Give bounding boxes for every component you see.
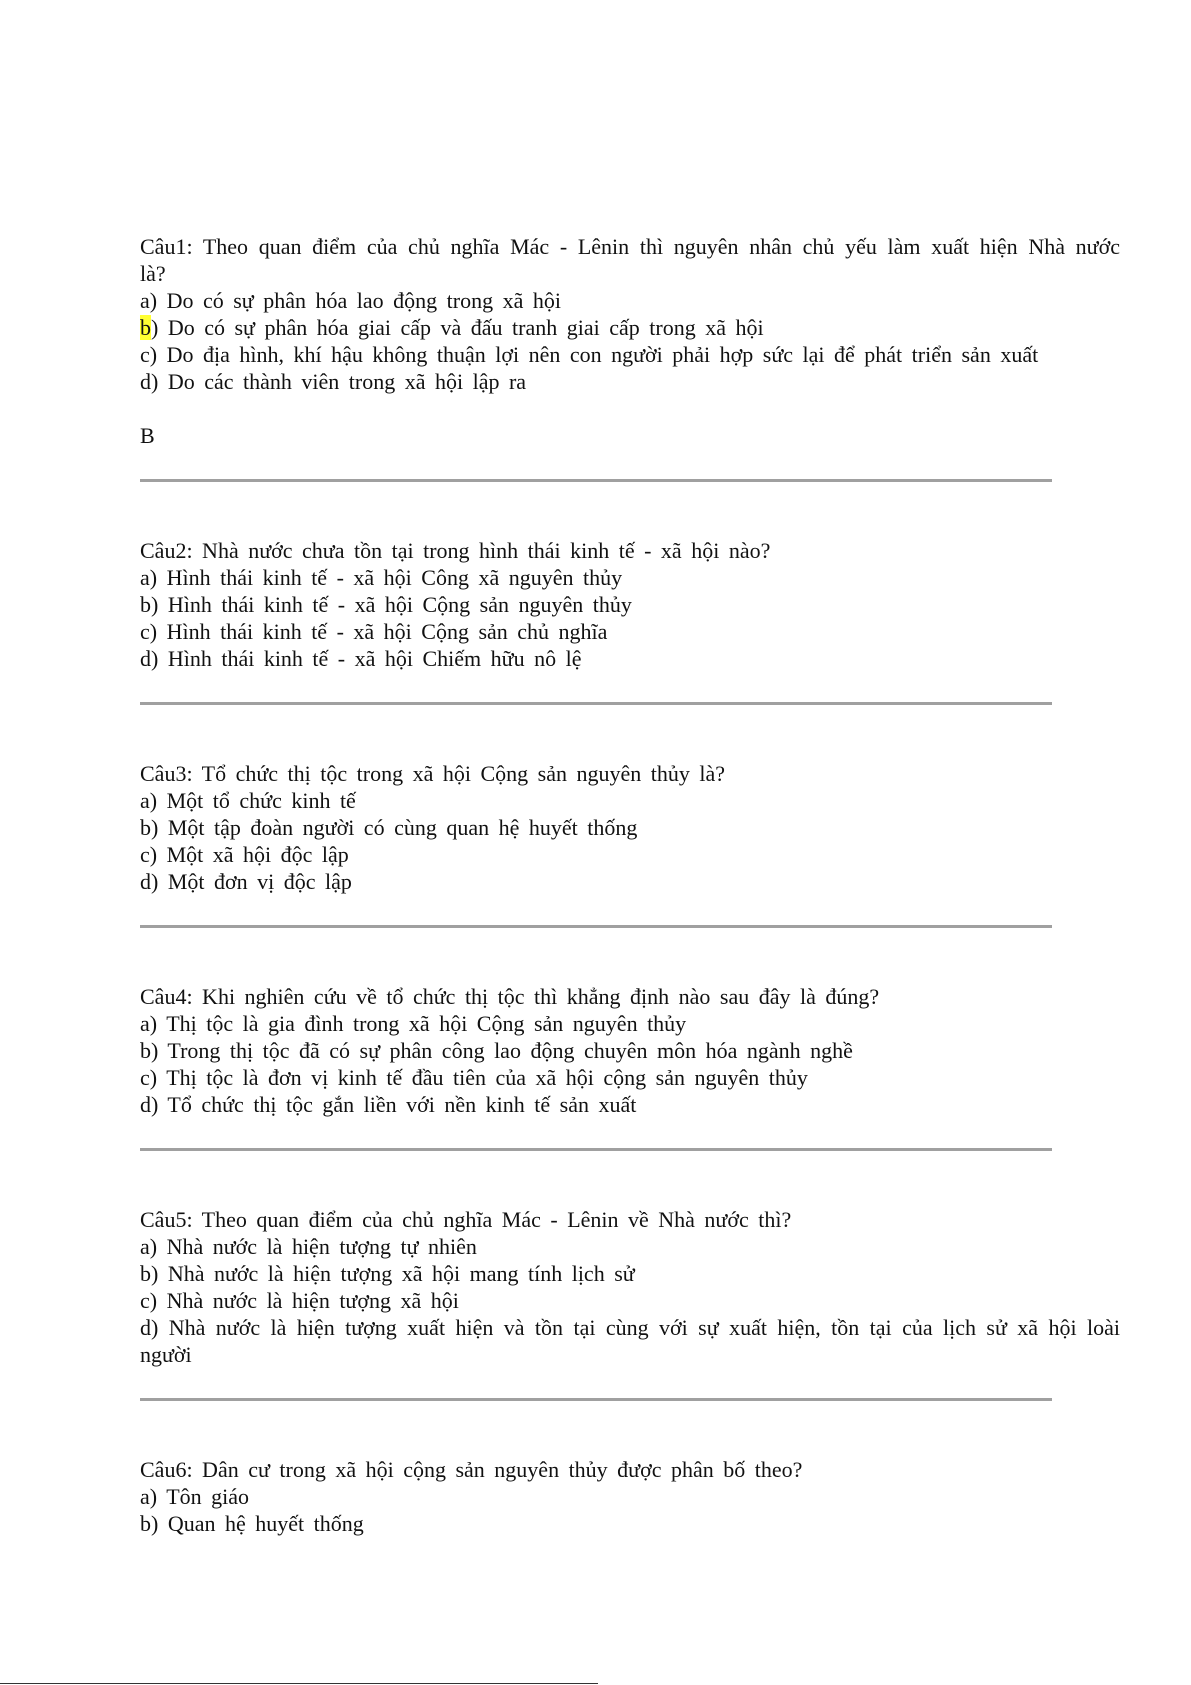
option-text: ) Thị tộc là gia đình trong xã hội Cộng sản nguyên thủy (149, 1011, 687, 1036)
question-text: Câu2: Nhà nước chưa tồn tại trong hình thái kinh tế - xã hội nào? (140, 538, 771, 563)
option-text: ) Nhà nước là hiện tượng xã hội mang tính lịch sử (151, 1261, 635, 1286)
option-text: ) Một xã hội độc lập (149, 842, 349, 867)
divider (140, 1148, 1052, 1151)
option-d (140, 368, 1120, 395)
option-b (140, 1510, 1120, 1537)
option-c (140, 341, 1120, 368)
option-a (140, 1483, 1120, 1510)
option-c (140, 1287, 1120, 1314)
footer-rule (0, 1683, 598, 1684)
divider (140, 925, 1052, 928)
option-letter: c (140, 619, 150, 644)
option-text: ) Do địa hình, khí hậu không thuận lợi nên con người phải hợp sức lại để phát triển sản xuất (149, 342, 1039, 367)
option-text: ) Trong thị tộc đã có sự phân công lao động chuyên môn hóa ngành nghề (151, 1038, 853, 1063)
option-letter: a (140, 1234, 150, 1259)
option-letter: d (140, 1092, 151, 1117)
question-list (140, 233, 1120, 1537)
option-letter: c (140, 342, 150, 367)
option-a (140, 287, 1120, 314)
option-c (140, 1064, 1120, 1091)
question-5 (140, 1206, 1120, 1368)
question-1 (140, 233, 1120, 449)
option-text: ) Do có sự phân hóa lao động trong xã hội (149, 288, 561, 313)
option-letter-highlighted: b (140, 315, 151, 340)
option-text: ) Nhà nước là hiện tượng tự nhiên (149, 1234, 477, 1259)
option-letter: c (140, 842, 150, 867)
option-letter: b (140, 1261, 151, 1286)
option-d (140, 1314, 1120, 1368)
option-text: ) Hình thái kinh tế - xã hội Chiếm hữu nô lệ (151, 646, 582, 671)
option-text: ) Nhà nước là hiện tượng xã hội (149, 1288, 459, 1313)
option-text: ) Nhà nước là hiện tượng xuất hiện và tồn tại cùng với sự xuất hiện, tồn tại của lịch sử xã hội loài người (140, 1315, 1120, 1367)
option-a (140, 1233, 1120, 1260)
option-text: ) Hình thái kinh tế - xã hội Công xã nguyên thủy (149, 565, 623, 590)
option-letter: d (140, 369, 151, 394)
option-d (140, 868, 1120, 895)
option-text: ) Một tổ chức kinh tế (149, 788, 356, 813)
option-b (140, 1260, 1120, 1287)
option-b (140, 1037, 1120, 1064)
option-a (140, 564, 1120, 591)
question-3 (140, 760, 1120, 895)
answer-key: B (140, 423, 155, 448)
question-text: Câu4: Khi nghiên cứu về tổ chức thị tộc thì khẳng định nào sau đây là đúng? (140, 984, 880, 1009)
option-text: ) Do có sự phân hóa giai cấp và đấu tranh giai cấp trong xã hội (151, 315, 764, 340)
option-letter: d (140, 1315, 151, 1340)
option-d (140, 645, 1120, 672)
option-letter: b (140, 1038, 151, 1063)
option-letter: a (140, 1484, 150, 1509)
question-text: Câu5: Theo quan điểm của chủ nghĩa Mác - Lênin về Nhà nước thì? (140, 1207, 792, 1232)
option-text: ) Hình thái kinh tế - xã hội Cộng sản chủ nghĩa (149, 619, 608, 644)
option-letter: a (140, 788, 150, 813)
question-2 (140, 537, 1120, 672)
option-d (140, 1091, 1120, 1118)
option-text: ) Do các thành viên trong xã hội lập ra (151, 369, 527, 394)
divider (140, 1398, 1052, 1401)
option-c (140, 618, 1120, 645)
option-letter: b (140, 592, 151, 617)
option-text: ) Một tập đoàn người có cùng quan hệ huyết thống (151, 815, 638, 840)
option-letter: a (140, 288, 150, 313)
option-text: ) Tổ chức thị tộc gắn liền với nền kinh tế sản xuất (151, 1092, 637, 1117)
option-letter: b (140, 815, 151, 840)
question-text: Câu3: Tổ chức thị tộc trong xã hội Cộng sản nguyên thủy là? (140, 761, 725, 786)
option-text: ) Quan hệ huyết thống (151, 1511, 364, 1536)
option-letter: a (140, 1011, 150, 1036)
option-text: ) Hình thái kinh tế - xã hội Cộng sản nguyên thủy (151, 592, 632, 617)
option-a (140, 787, 1120, 814)
option-text: ) Thị tộc là đơn vị kinh tế đầu tiên của xã hội cộng sản nguyên thủy (149, 1065, 808, 1090)
question-text: Câu6: Dân cư trong xã hội cộng sản nguyên thủy được phân bố theo? (140, 1457, 803, 1482)
option-b (140, 314, 1120, 341)
option-letter: d (140, 646, 151, 671)
option-text: ) Một đơn vị độc lập (151, 869, 352, 894)
option-b (140, 814, 1120, 841)
divider (140, 479, 1052, 482)
option-letter: d (140, 869, 151, 894)
option-letter: c (140, 1288, 150, 1313)
option-c (140, 841, 1120, 868)
question-text: Câu1: Theo quan điểm của chủ nghĩa Mác - Lênin thì nguyên nhân chủ yếu làm xuất hiện Nhà nước là? (140, 234, 1120, 286)
option-a (140, 1010, 1120, 1037)
option-text: ) Tôn giáo (149, 1484, 250, 1509)
question-6 (140, 1456, 1120, 1537)
option-letter: a (140, 565, 150, 590)
option-letter: b (140, 1511, 151, 1536)
divider (140, 702, 1052, 705)
option-b (140, 591, 1120, 618)
question-4 (140, 983, 1120, 1118)
option-letter: c (140, 1065, 150, 1090)
